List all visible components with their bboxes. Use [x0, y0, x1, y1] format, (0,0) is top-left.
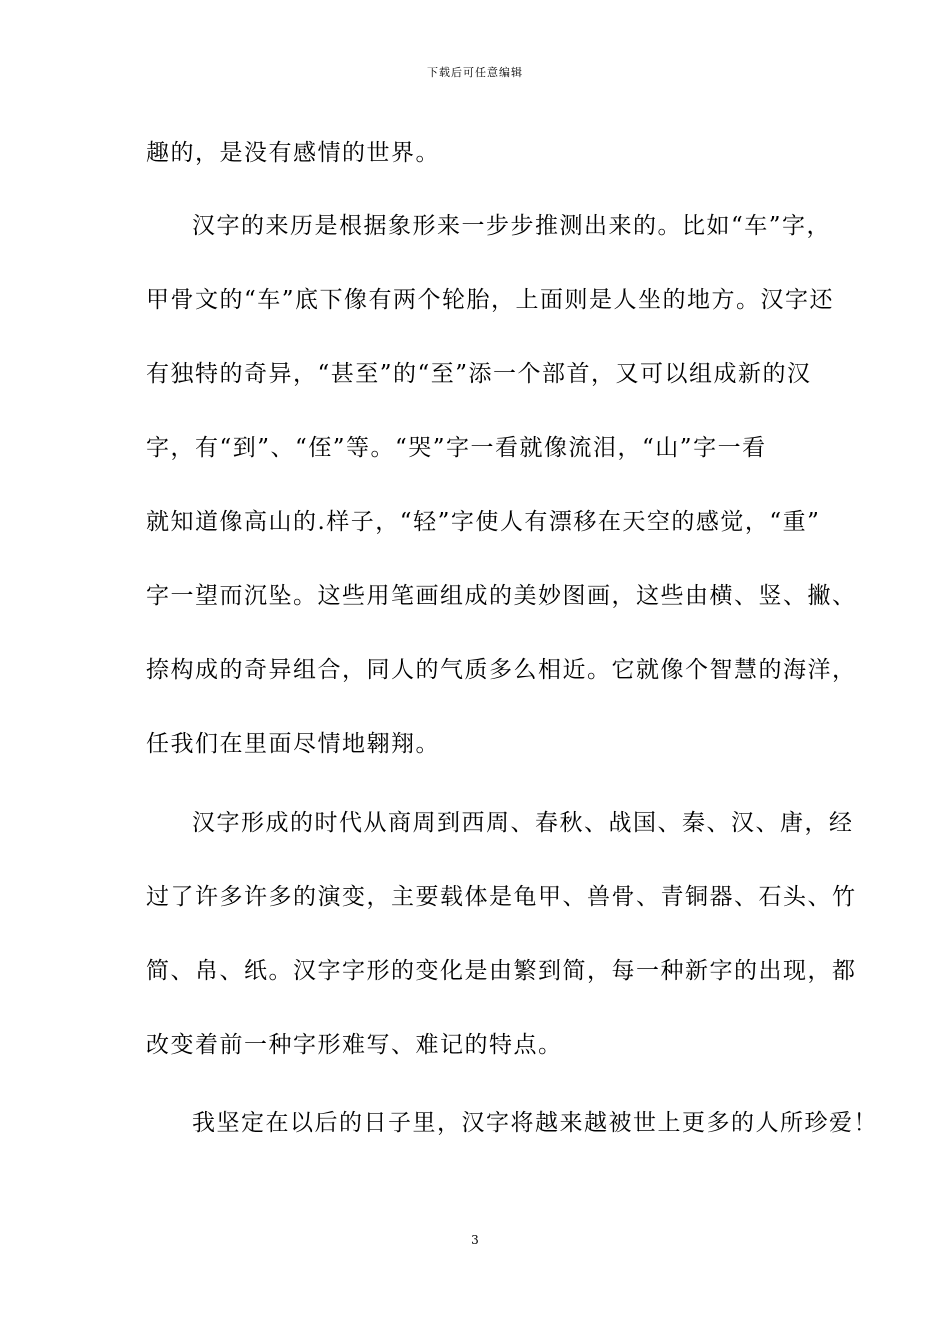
paragraph-first-line: 我坚定在以后的日子里，汉字将越来越被世上更多的人所珍爱！ [192, 1110, 878, 1136]
body-line: 捺构成的奇异组合，同人的气质多么相近。它就像个智慧的海洋， [146, 657, 857, 683]
paragraph-first-line: 汉字的来历是根据象形来一步步推测出来的。比如“车”字， [192, 213, 832, 239]
page-header: 下载后可任意编辑 [427, 66, 523, 79]
body-line: 过了许多许多的演变，主要载体是龟甲、兽骨、青铜器、石头、竹 [146, 884, 857, 910]
body-line: 字，有“到”、“侄”等。“哭”字一看就像流泪，“山”字一看 [146, 435, 767, 461]
body-line: 改变着前一种字形难写、难记的特点。 [146, 1032, 563, 1058]
body-line: 趣的，是没有感情的世界。 [146, 140, 440, 166]
page-number: 3 [471, 1233, 479, 1247]
body-line: 简、帛、纸。汉字字形的变化是由繁到简，每一种新字的出现，都 [146, 958, 857, 984]
paragraph-first-line: 汉字形成的时代从商周到西周、春秋、战国、秦、汉、唐，经 [192, 810, 854, 836]
body-line: 甲骨文的“车”底下像有两个轮胎，上面则是人坐的地方。汉字还 [146, 287, 835, 313]
body-line: 任我们在里面尽情地翱翔。 [146, 731, 440, 757]
body-line: 有独特的奇异，“甚至”的“至”添一个部首，又可以组成新的汉 [146, 361, 812, 387]
body-line: 就知道像高山的.样子，“轻”字使人有漂移在天空的感觉，“重” [146, 509, 821, 535]
body-line: 字一望而沉坠。这些用笔画组成的美妙图画，这些由横、竖、撇、 [146, 583, 857, 609]
